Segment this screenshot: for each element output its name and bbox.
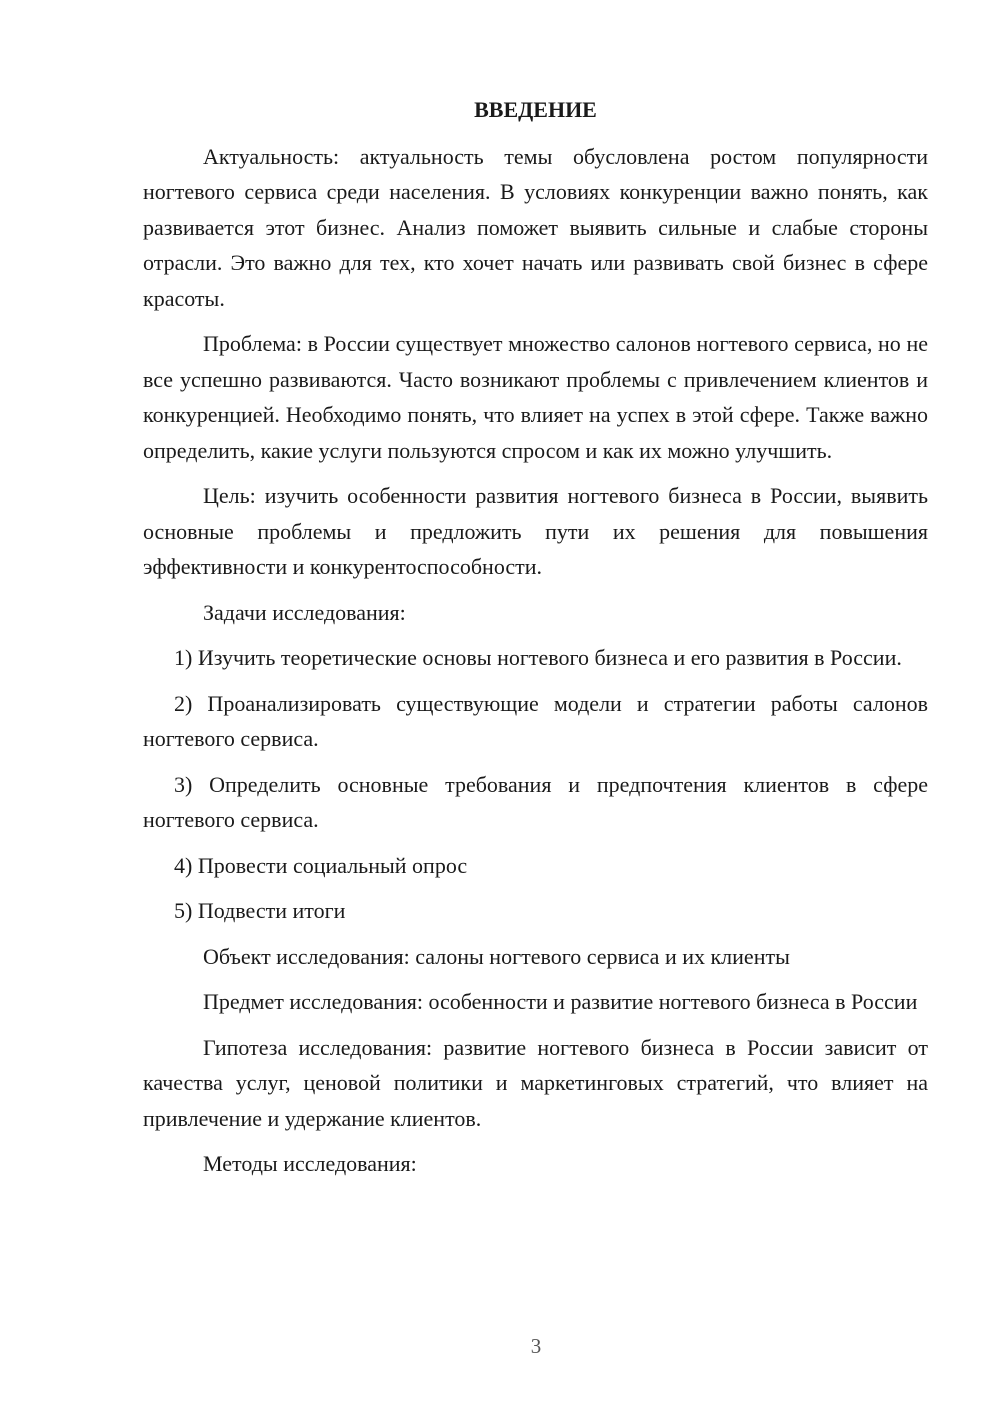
- hypothesis-paragraph: Гипотеза исследования: развитие ногтевого бизнеса в России зависит от качества услуг, ценовой политики и маркетинговых стратегий, что влияет на привлечение и удержание клиентов.: [143, 1034, 928, 1131]
- page-number: 3: [530, 1334, 542, 1358]
- task-item-3: 3) Определить основные требования и предпочтения клиентов в сфере ногтевого сервиса.: [143, 771, 928, 832]
- task-item-5: 5) Подвести итоги: [174, 898, 346, 923]
- task-item-4: 4) Провести социальный опрос: [174, 852, 468, 878]
- document-page: [143, 92, 928, 1192]
- goal-paragraph: Цель: изучить особенности развития ногтевого бизнеса в России, выявить основные проблемы и предложить пути их решения для повышения эффективности и конкурентоспособности.: [143, 483, 928, 579]
- tasks-heading: Задачи исследования:: [203, 599, 406, 625]
- task-item-2: 2) Проанализировать существующие модели и стратегии работы салонов ногтевого сервиса.: [143, 690, 928, 751]
- object-paragraph: Объект исследования: салоны ногтевого сервиса и их клиенты: [203, 943, 790, 969]
- document-title: ВВЕДЕНИЕ: [474, 97, 597, 122]
- subject-paragraph: Предмет исследования: особенности и развитие ногтевого бизнеса в России: [203, 989, 918, 1014]
- methods-heading: Методы исследования:: [203, 1151, 417, 1176]
- relevance-paragraph: Актуальность: актуальность темы обусловлена ростом популярности ногтевого сервиса среди населения. В условиях конкуренции важно понять, как развивается этот бизнес. Анализ поможет выявить сильные и слабые стороны отрасли. Это важно для тех, кто хочет начать или развивать свой бизнес в сфере красоты.: [143, 143, 928, 311]
- problem-paragraph: Проблема: в России существует множество салонов ногтевого сервиса, но не все успешно развиваются. Часто возникают проблемы с привлечением клиентов и конкуренцией. Необходимо понять, что влияет на успех в этой сфере. Также важно определить, какие услуги пользуются спросом и как их можно улучшить.: [143, 331, 928, 463]
- task-item-1: 1) Изучить теоретические основы ногтевого бизнеса и его развития в России.: [174, 645, 902, 670]
